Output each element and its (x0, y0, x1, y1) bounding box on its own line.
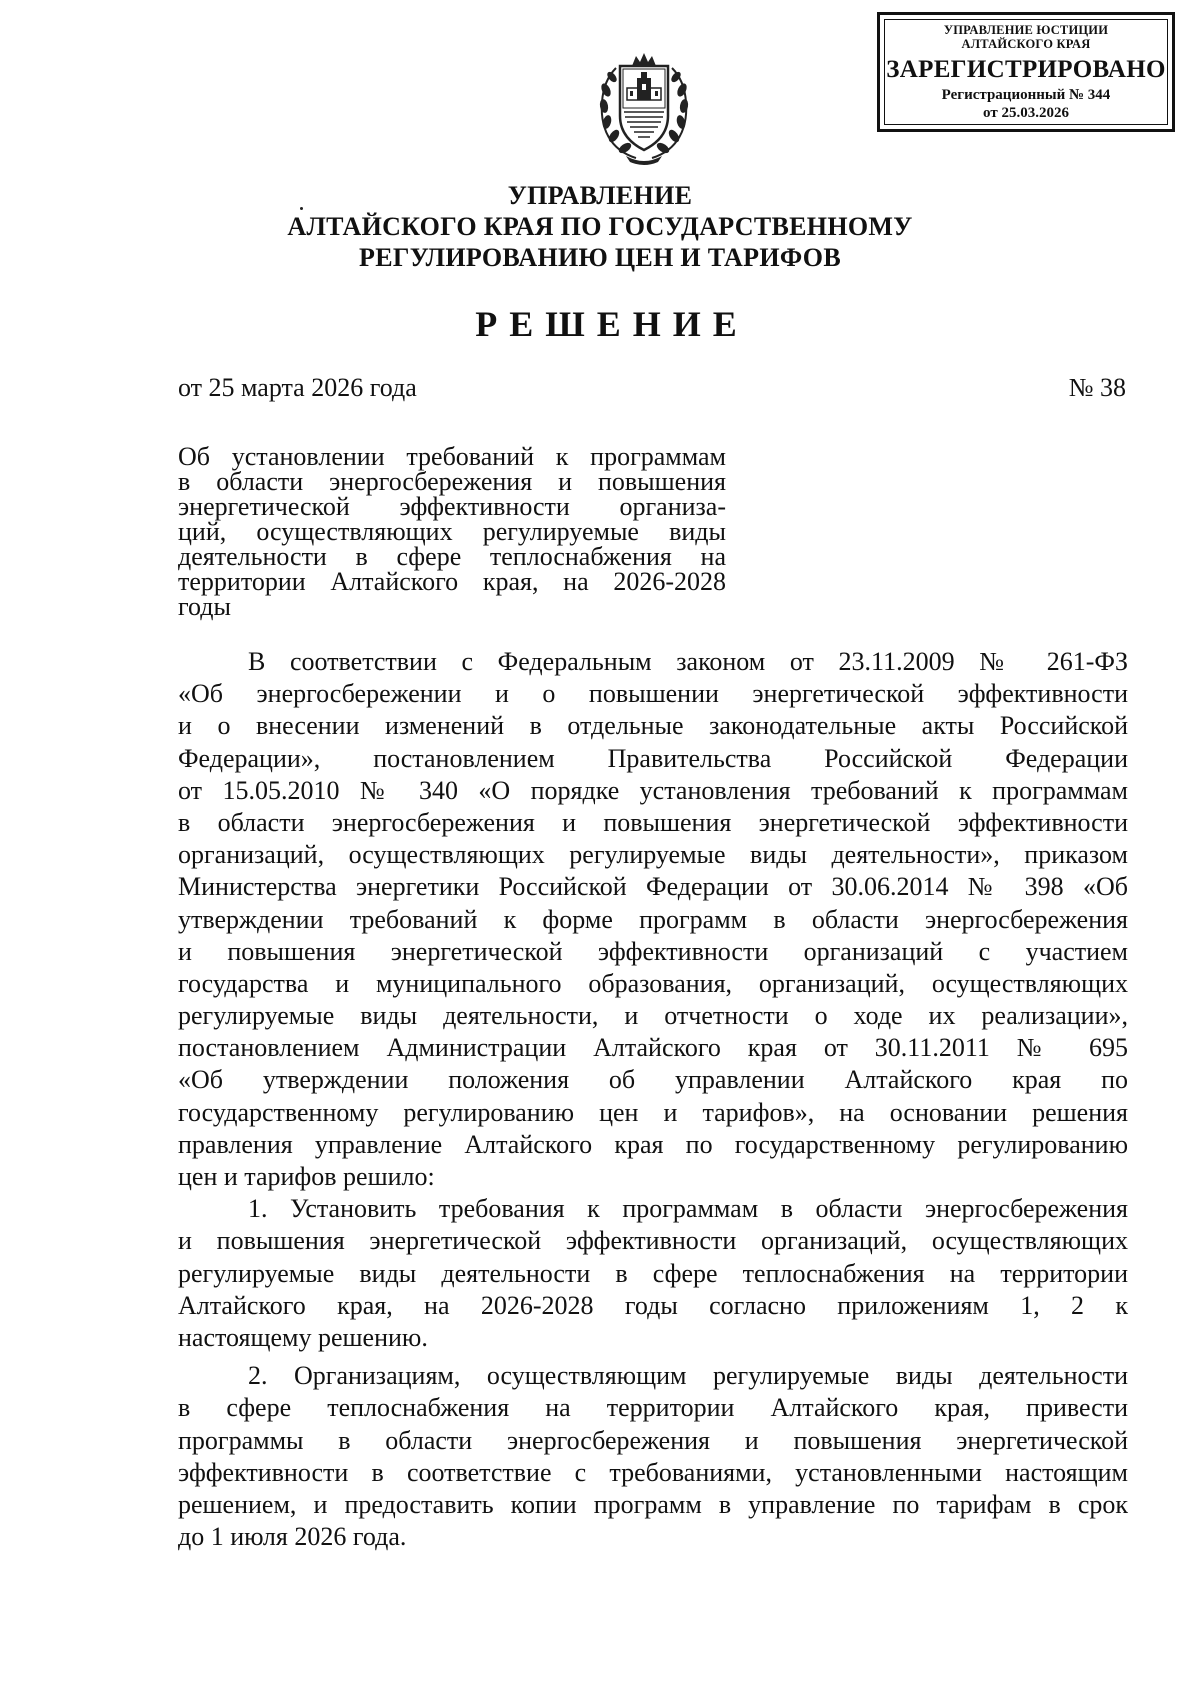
preamble-line: цен и тарифов решило: (178, 1162, 435, 1191)
stamp-reg-number: Регистрационный № 344 (941, 87, 1111, 103)
preamble-line: государственному регулированию цен и тарифов», на основании решения (178, 1097, 1128, 1127)
preamble-line: организаций, осуществляющих регулируемые виды деятельности», приказом (178, 840, 1128, 870)
document-body (178, 646, 1128, 1553)
preamble-line: государства и муниципального образования, организаций, осуществляющих (178, 968, 1128, 998)
organization-line-1: УПРАВЛЕНИЕ (507, 181, 693, 210)
preamble-line: «Об энергосбережении и о повышении энергетической эффективности (178, 679, 1128, 709)
document-number: № 38 (1068, 373, 1126, 402)
item-1-line: Алтайского края, на 2026-2028 годы согласно приложениям 1, 2 к (178, 1290, 1128, 1320)
preamble-line: постановлением Администрации Алтайского края от 30.11.2011 № 695 (178, 1033, 1128, 1063)
item-2-line: в сфере теплоснабжения на территории Алтайского края, привести (178, 1393, 1128, 1423)
preamble-line: Федерации», постановлением Правительства Российской Федерации (178, 743, 1128, 773)
stamp-reg-date: от 25.03.2026 (983, 105, 1069, 121)
item-1-line: и повышения энергетической эффективности организаций, осуществляющих (178, 1226, 1128, 1256)
item-1-line: 1. Установить требования к программам в области энергосбережения (248, 1194, 1128, 1224)
item-2-line: программы в области энергосбережения и повышения энергетической (178, 1425, 1128, 1455)
organization-line-3: РЕГУЛИРОВАНИЮ ЦЕН И ТАРИФОВ (359, 243, 841, 272)
stamp-authority (941, 23, 1111, 51)
subject-line: ций, осуществляющих регулируемые виды (178, 517, 726, 546)
organization-title (200, 180, 1000, 273)
stamp-authority-line2: АЛТАЙСКОГО КРАЯ (961, 37, 1091, 51)
registration-stamp (877, 12, 1175, 132)
document-type-title: РЕШЕНИЕ (475, 304, 749, 344)
preamble-line: правления управление Алтайского края по государственному регулированию (178, 1129, 1128, 1159)
item-2-line: до 1 июля 2026 года. (178, 1522, 407, 1552)
item-2-line: 2. Организациям, осуществляющим регулируемые виды деятельности (248, 1361, 1128, 1391)
document-subject (178, 444, 726, 619)
subject-line: деятельности в сфере теплоснабжения на (178, 542, 726, 571)
subject-line: Об установлении требований к программам (178, 442, 726, 471)
item-1-line: регулируемые виды деятельности в сфере теплоснабжения на территории (178, 1258, 1128, 1288)
organization-line-2: АЛТАЙСКОГО КРАЯ ПО ГОСУДАРСТВЕННОМУ (287, 212, 913, 241)
stamp-status: ЗАРЕГИСТРИРОВАНО (886, 56, 1166, 83)
subject-line: территории Алтайского края, на 2026-2028 (178, 567, 726, 596)
subject-line: в области энергосбережения и повышения (178, 467, 726, 496)
item-1-line: настоящему решению. (178, 1322, 428, 1352)
preamble-line: «Об утверждении положения об управлении Алтайского края по (178, 1065, 1128, 1095)
coat-of-arms-icon (596, 50, 692, 168)
item-2-line: решением, и предоставить копии программ в управление по тарифам в срок (178, 1489, 1128, 1519)
preamble-line: и о внесении изменений в отдельные законодательные акты Российской (178, 711, 1128, 741)
stamp-authority-line1: УПРАВЛЕНИЕ ЮСТИЦИИ (943, 23, 1109, 37)
preamble-line: регулируемые виды деятельности, и отчетности о ходе их реализации», (178, 1001, 1128, 1031)
preamble-line: от 15.05.2010 № 340 «О порядке установления требований к программам (178, 775, 1128, 805)
subject-line: энергетической эффективности организа- (178, 492, 726, 521)
item-2-line: эффективности в соответствие с требованиями, установленными настоящим (178, 1457, 1128, 1487)
subject-line: годы (178, 592, 231, 621)
document-date: от 25 марта 2026 года (178, 373, 417, 402)
preamble-line: утверждении требований к форме программ в области энергосбережения (178, 904, 1128, 934)
preamble-line: в области энергосбережения и повышения энергетической эффективности (178, 807, 1128, 837)
preamble-line: и повышения энергетической эффективности организаций с участием (178, 936, 1128, 966)
preamble-line: В соответствии с Федеральным законом от 23.11.2009 № 261-ФЗ (248, 647, 1128, 676)
preamble-line: Министерства энергетики Российской Федерации от 30.06.2014 № 398 «Об (178, 872, 1128, 902)
